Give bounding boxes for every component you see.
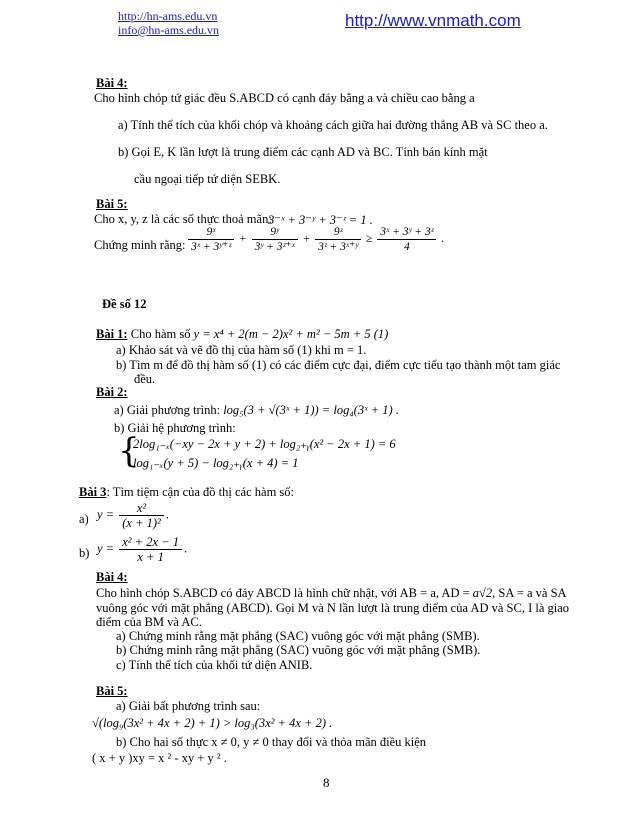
b3-a-formula: y = $\frac{\text{x²}}{\text{(x + 1)²}}$ . [97,501,169,530]
frac-2: $\frac{\text{9ʸ}}{\text{3ʸ + 3ᶻ⁺ˣ}}$ [252,225,298,254]
b4a-item-b: b) Gọi E, K lần lượt là trung điểm các cạnh AD và BC. Tính bán kính mặt [118,145,488,159]
system-brace: { [118,431,140,471]
b4a-item-a: a) Tính thể tích của khối chóp và khoảng cách giữa hai đường thẳng AB và SC theo a. [118,118,548,132]
b4b-title: Bài 4: [96,570,128,584]
b1-item-b: b) Tìm m để đồ thị hàm số (1) có các điểm cực đại, điểm cực tiểu tạo thành một tam giác [116,358,561,372]
frac-rhs: $\frac{\text{3ˣ + 3ʸ + 3ᶻ}}{4}$ [377,225,436,254]
frac-1: $\frac{\text{9ˣ}}{\text{3ˣ + 3ʸ⁺ᶻ}}$ [188,225,234,254]
b2-item-a: a) Giải phương trình: log₅(3 + √(3ˣ + 1)) = log₄(3ˣ + 1) . [114,403,399,417]
b2-system-eq1: 2log₁₋ₓ(−xy − 2x + y + 2) + log₂₊ᵧ(x² − 2x + 1) = 6 [133,437,396,451]
b5a-title: Bài 5: [96,197,128,211]
b3-b-label: b) [79,546,90,560]
b5a-line1: Cho x, y, z là các số thực thoả mãn: [94,212,272,226]
b1-line: Bài 1: Cho hàm số y = x⁴ + 2(m − 2)x² + m² − 5m + 5 (1) [96,327,389,341]
page-number: 8 [323,775,330,790]
b4a-text: Cho hình chóp tứ giác đều S.ABCD có cạnh đáy bằng a và chiều cao bằng a [94,91,475,105]
b2-title: Bài 2: [96,385,128,399]
b5a-inequality: $\frac{\text{9ˣ}}{\text{3ˣ + 3ʸ⁺ᶻ}}$ + $\frac{\text{9ʸ}}{\text{3ʸ + 3ᶻ⁺ˣ}}$ + $\frac{\text{9ᶻ}}{\text{3ᶻ + 3ˣ⁺ʸ}}$ ≥ $\frac{\text{3ˣ + 3ʸ + 3ᶻ}}{4}$ . [186,225,444,254]
header-email-link[interactable]: info@hn-ams.edu.vn [118,23,220,37]
b1-item-b2: đều. [134,372,156,386]
b4b-item-c: c) Tính thể tích của khối tứ diện ANIB. [116,658,313,672]
b3-b-formula: y = $\frac{\text{x² + 2x − 1}}{x + 1}$ . [97,535,188,564]
b2-item-b: b) Giải hệ phương trình: [114,421,236,435]
b4b-p3: điểm của BM và AC. [96,615,202,629]
b5b-title: Bài 5: [96,684,128,698]
b4a-item-b2: cầu ngoại tiếp tứ diện SEBK. [134,172,281,186]
b4b-item-a: a) Chứng minh rằng mặt phẳng (SAC) vuông góc với mặt phẳng (SMB). [116,629,480,643]
b5b-condition: ( x + y )xy = x ² - xy + y ² . [92,751,227,765]
b4a-title: Bài 4: [96,76,128,90]
b3-a-label: a) [79,512,89,526]
header-url-link[interactable]: http://hn-ams.edu.vn [118,9,218,23]
b5b-item-a: a) Giải bất phương trình sau: [116,699,261,713]
frac-3: $\frac{\text{9ᶻ}}{\text{3ᶻ + 3ˣ⁺ʸ}}$ [315,225,361,254]
b4b-item-b: b) Chứng minh rằng mặt phẳng (SAC) vuông góc với mặt phẳng (SMB). [116,643,481,657]
b5a-condition: 3⁻ˣ + 3⁻ʸ + 3⁻ᶻ = 1 . [268,213,373,227]
b2-system-eq2: log₁₋ₓ(y + 5) − log₂₊ᵧ(x + 4) = 1 [133,456,299,470]
de-title: Đề số 12 [102,297,147,311]
b5b-inequality: √(log₉(3x² + 4x + 2) + 1) > log₃(3x² + 4x + 2) . [92,716,333,730]
b5b-item-b: b) Cho hai số thực x ≠ 0, y ≠ 0 thay đổi và thỏa mãn điều kiện [116,735,427,749]
header-site-link[interactable]: http://www.vnmath.com [345,11,521,30]
b1-item-a: a) Khảo sát và vẽ đồ thị của hàm số (1) khi m = 1. [116,343,367,357]
b4b-p2: vuông góc với mặt phẳng (ABCD). Gọi M và N lần lượt là trung điểm của AD và SC, I là giao [96,601,570,615]
b3-line: Bài 3: Tìm tiệm cận của đồ thị các hàm số: [79,485,294,499]
b4b-p1: Cho hình chóp S.ABCD có đáy ABCD là hình chữ nhật, với AB = a, AD = a√2, SA = a và SA [96,586,567,600]
b5a-line2: Chứng minh rằng: [94,238,186,252]
